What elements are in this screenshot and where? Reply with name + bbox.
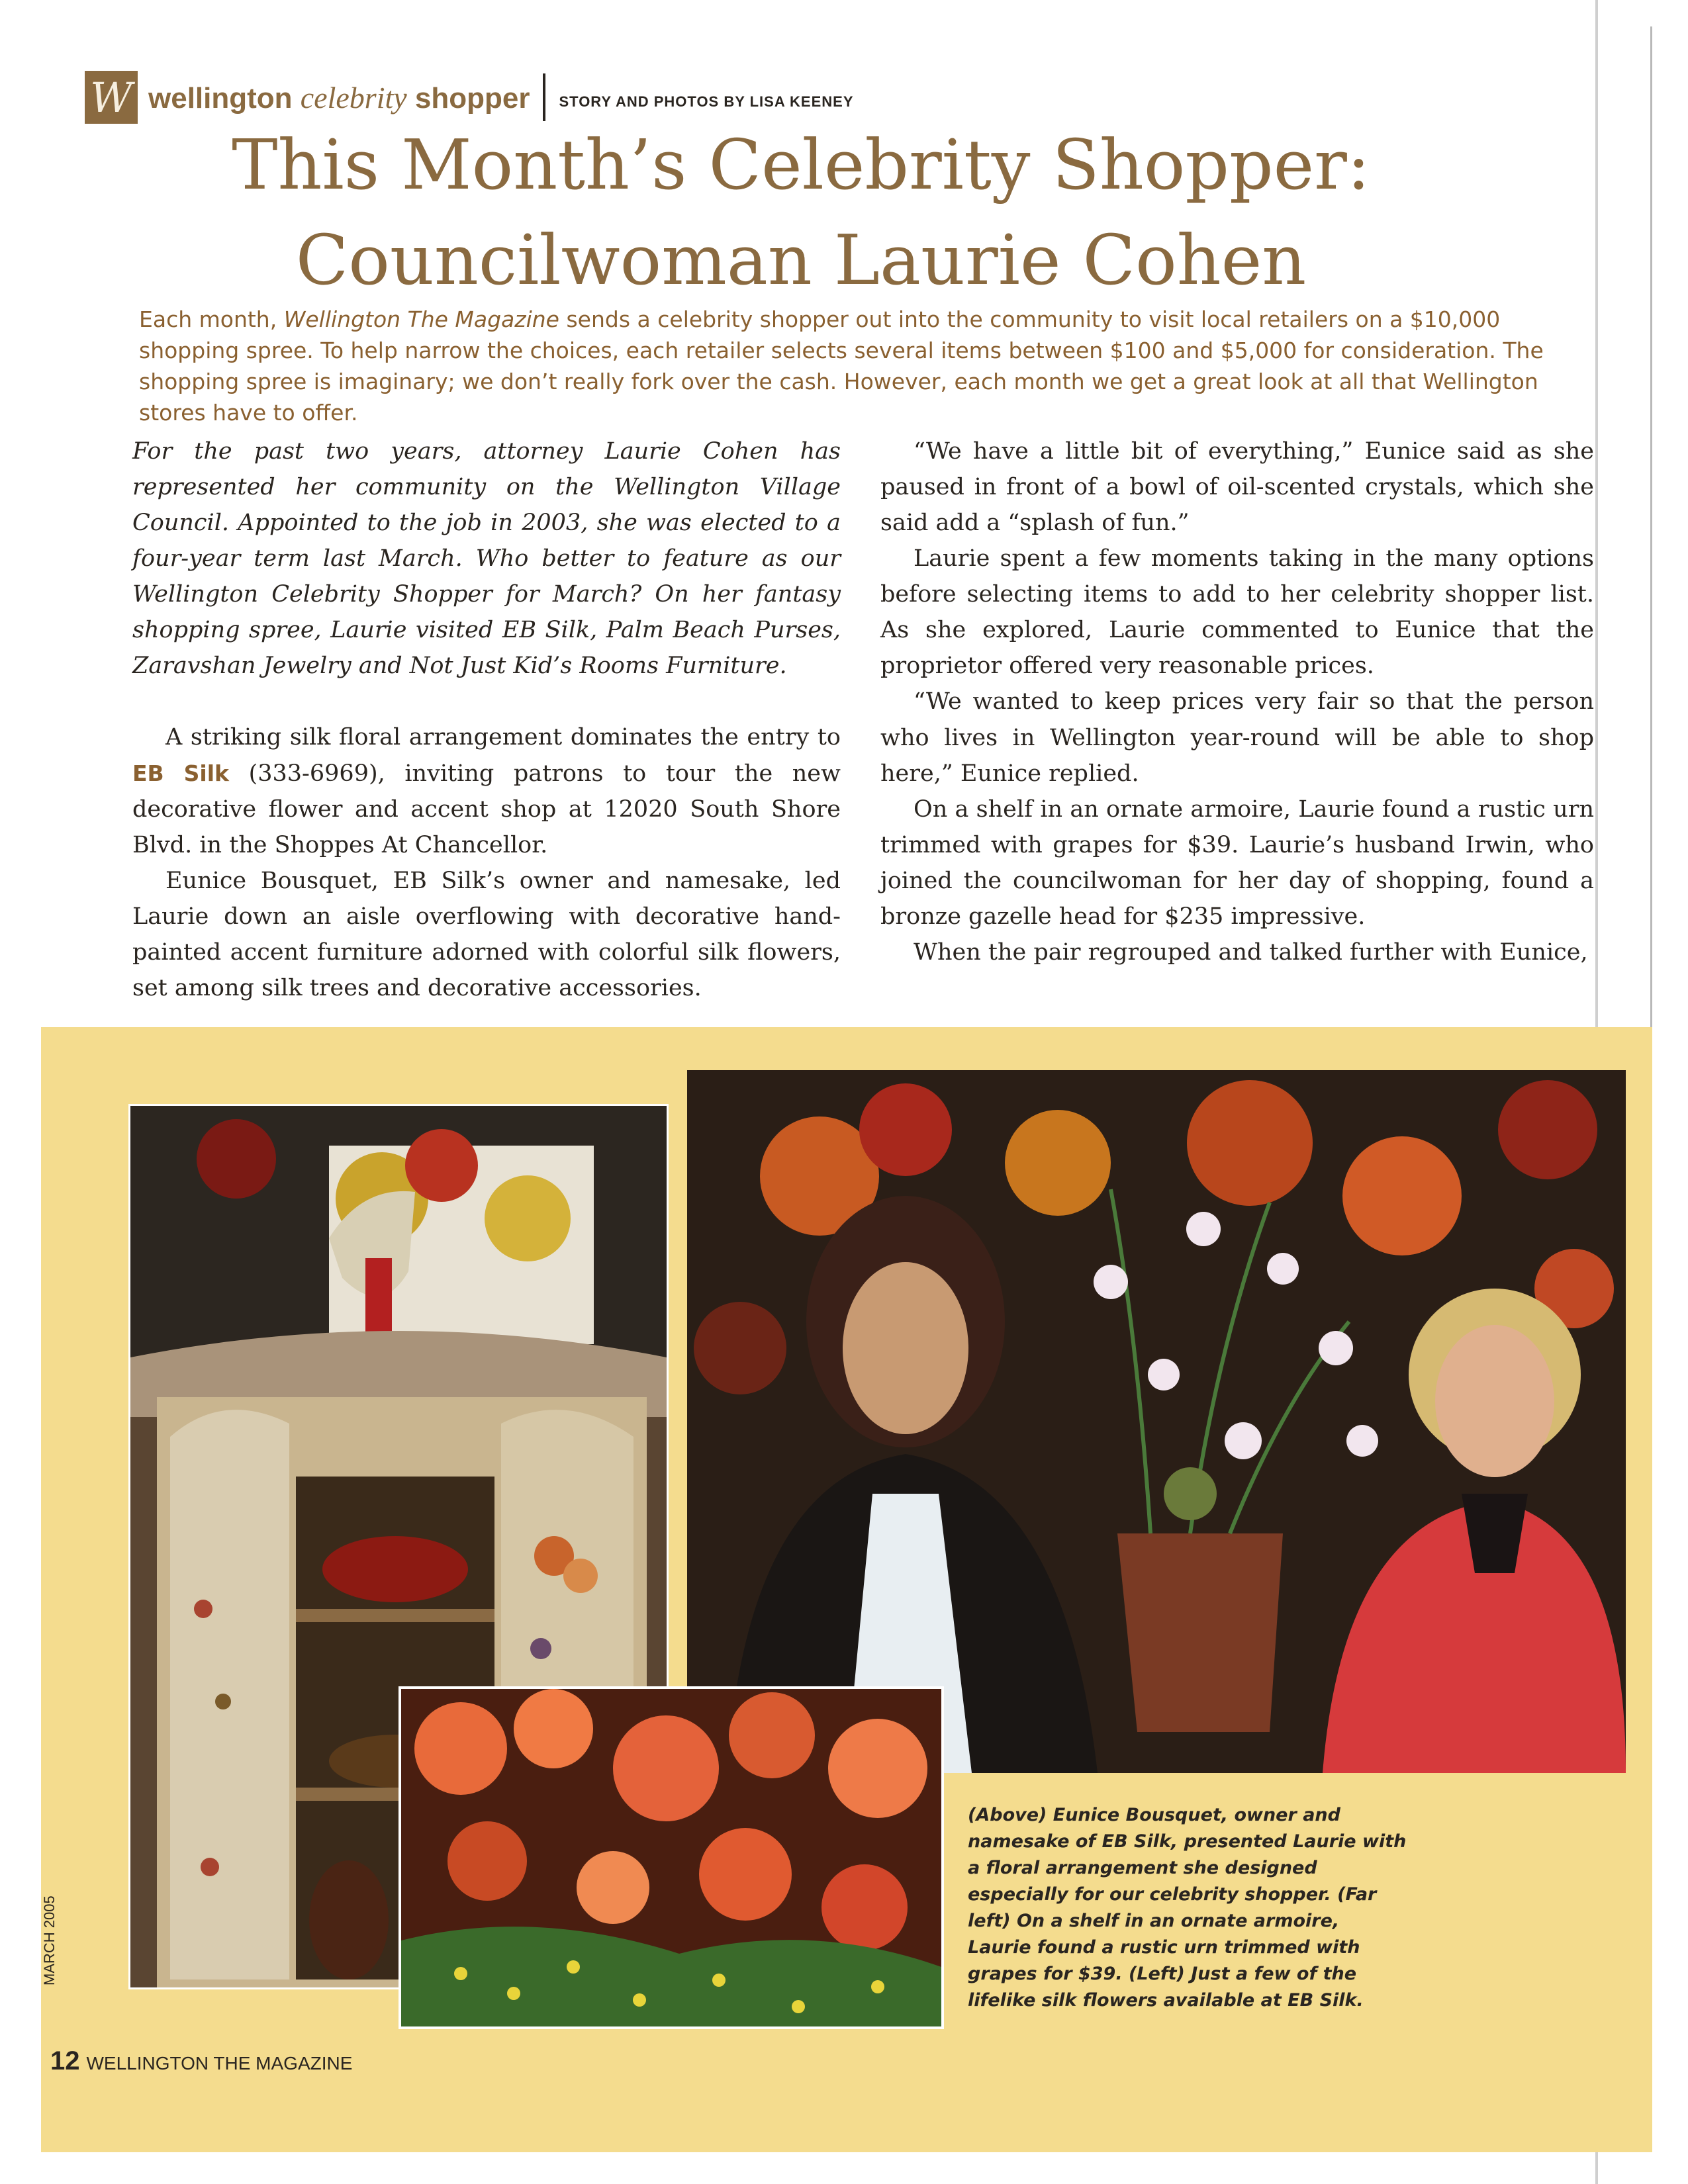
body-paragraph: Laurie spent a few moments taking in the many options before selecting items to add to her celebrity shopper list. As she explored, Laurie commented to Eunice that the proprietor offered very reasonable prices. <box>880 545 1594 680</box>
body-paragraph <box>132 719 841 862</box>
section-header <box>85 68 854 127</box>
dept-start: wellington <box>148 81 301 114</box>
header-divider <box>543 73 545 121</box>
silk-flowers-photo <box>399 1686 944 2029</box>
flowers-illustration <box>401 1689 941 2026</box>
photo-caption: (Above) Eunice Bousquet, owner and namesake of EB Silk, presented Laurie with a floral arrangement she designed especially for our celebrity shopper. (Far left) On a shelf in an ornate armoire, Laurie found a rustic urn trimmed with grapes for $39. (Left) Just a few of the lifelike silk flowers available at EB Silk. <box>968 1805 1407 2011</box>
intro-post: sends a celebrity shopper out into the community to visit local retailers on a $10,000 shopping spree. To help narrow the choices, each retailer selects several items between $100 and $5,000 for consideration. The shopping spree is imaginary; we don’t really fork over the cash. However, each month we get a great look at all that Wellington stores have to offer. <box>139 306 1544 426</box>
lead-paragraph: For the past two years, attorney Laurie Cohen has represented her community on the Wellington Village Council. Appointed to the job in 2003, she was elected to a four-year term last March. Who better to feature as our Wellington Celebrity Shopper for March? On her fantasy shopping spree, Laurie visited EB Silk, Palm Beach Purses, Zaravshan Jewelry and Not Just Kid’s Rooms Furniture. <box>132 438 841 680</box>
article-column-right <box>880 433 1594 970</box>
p1-post: (333-6969), inviting patrons to tour the new decorative flower and accent shop at 12020 South Shore Blvd. in the Shoppes At Chancellor. <box>132 760 841 858</box>
body-paragraph: When the pair regrouped and talked further with Eunice, <box>914 938 1588 966</box>
magazine-name: Wellington The Magazine <box>283 306 559 332</box>
headline-line-2: Councilwoman Laurie Cohen <box>295 220 1307 300</box>
issue-date: MARCH 2005 <box>41 1895 58 1985</box>
body-paragraph: On a shelf in an ornate armoire, Laurie found a rustic urn trimmed with grapes for $39. Laurie’s husband Irwin, who joined the councilwoman for her day of shopping, found a bronze gazelle head for $235 impressive. <box>880 796 1594 930</box>
dept-end: shopper <box>406 81 530 114</box>
headline-line-1: This Month’s Celebrity Shopper: <box>232 124 1370 205</box>
wellington-logo <box>85 71 138 124</box>
body-paragraph: Eunice Bousquet, EB Silk’s owner and namesake, led Laurie down an aisle overflowing with decorative hand-painted accent furniture adorned with colorful silk flowers, set among silk trees and decorative accessories. <box>132 867 841 1001</box>
page-folio <box>50 2046 352 2076</box>
portrait-photo <box>687 1070 1626 1773</box>
intro-pre: Each month, <box>139 306 284 332</box>
store-name: EB Silk <box>132 760 229 786</box>
dept-mid: celebrity <box>300 80 407 114</box>
department-title <box>148 80 530 115</box>
page-number: 12 <box>50 2046 80 2075</box>
logo-letter: W <box>90 73 132 122</box>
p1-pre: A striking silk floral arrangement dominates the entry to <box>165 724 841 751</box>
body-paragraph: “We have a little bit of everything,” Eunice said as she paused in front of a bowl of oil-scented crystals, which she said add a “splash of fun.” <box>880 438 1594 537</box>
byline: STORY AND PHOTOS BY LISA KEENEY <box>559 93 854 110</box>
publication-name: WELLINGTON THE MAGAZINE <box>86 2053 353 2073</box>
portrait-illustration <box>687 1070 1626 1773</box>
article-column-left <box>132 433 841 1006</box>
body-paragraph: “We wanted to keep prices very fair so that the person who lives in Wellington year-round will be able to shop here,” Eunice replied. <box>880 688 1594 787</box>
intro-deck <box>139 304 1595 428</box>
